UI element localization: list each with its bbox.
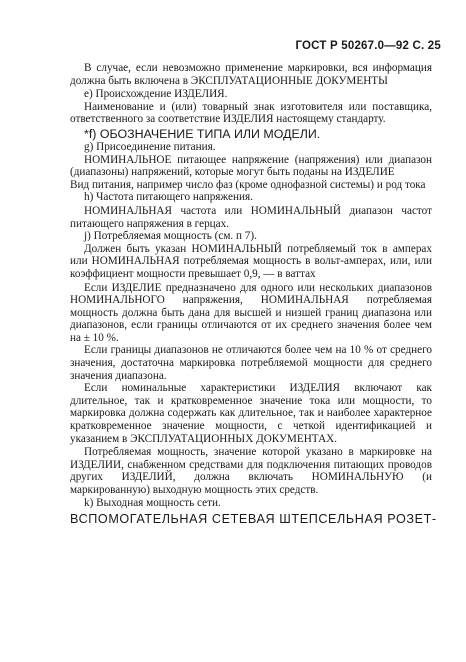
paragraph: В случае, если невозможно применение маркировки, вся информация должна быть включена в ЭКСПЛУАТАЦИОННЫЕ ДОКУМЕНТЫ	[70, 62, 432, 87]
paragraph: НОМИНАЛЬНОЕ питающее напряжение (напряжения) или диапазон (диапазоны) напряжений, которые могут быть поданы на ИЗДЕЛИЕ	[70, 153, 432, 179]
section-heading-h: h) Частота питающего напряжения.	[84, 191, 253, 204]
paragraph: Если номинальные характеристики ИЗДЕЛИЯ включают как длительное, так и кратковременное значение тока или мощности, то маркировка должна содержать как длительное, так и наиболее характерное кратковременное значение мощности, с четкой идентификацией и указанием в ЭКСПЛУАТАЦИОННЫХ ДОКУМЕНТАХ.	[70, 382, 432, 445]
paragraph: Если границы диапазонов не отличаются более чем на 10 % от среднего значения, достаточна маркировка потребляемой мощности для среднего значения диапазона.	[70, 344, 432, 382]
page-header: ГОСТ Р 50267.0—92 С. 25	[295, 40, 441, 52]
section-title-continued: ВСПОМОГАТЕЛЬНАЯ СЕТЕВАЯ ШТЕПСЕЛЬНАЯ РОЗЕТ-	[70, 512, 437, 527]
paragraph: Потребляемая мощность, значение которой указано в маркировке на ИЗДЕЛИИ, снабженном средствами для подключения питающих проводов других ИЗДЕЛИЙ, должна включать НОМИНАЛЬНУЮ (и маркированную) выходную мощность этих средств.	[70, 446, 432, 496]
section-heading-f: *f) ОБОЗНАЧЕНИЕ ТИПА ИЛИ МОДЕЛИ.	[84, 126, 321, 141]
paragraph: Вид питания, например число фаз (кроме однофазной системы) и род тока	[70, 178, 426, 191]
paragraph: Должен быть указан НОМИНАЛЬНЫЙ потребляемый ток в амперах или НОМИНАЛЬНАЯ потребляемая мощность в вольт-амперах, или, или коэффициент мощности превышает 0,9, — в ваттах	[70, 242, 432, 280]
section-heading-j: j) Потребляемая мощность (см. п 7).	[84, 230, 257, 243]
paragraph: Наименование и (или) товарный знак изготовителя или поставщика, ответственного за соответствие ИЗДЕЛИЯ настоящему стандарту.	[70, 100, 432, 126]
section-heading-e: e) Происхождение ИЗДЕЛИЯ.	[84, 88, 228, 101]
section-heading-k: k) Выходная мощность сети.	[84, 496, 221, 509]
paragraph: Если ИЗДЕЛИЕ предназначено для одного или нескольких диапазонов НОМИНАЛЬНОГО напряжения, НОМИНАЛЬНАЯ потребляемая мощность должна быть дана для высшей и низшей границ диапазона или диапазонов, если границы отличаются от их среднего значения более чем на ± 10 %.	[70, 281, 432, 344]
document-body	[70, 62, 437, 527]
paragraph: НОМИНАЛЬНАЯ частота или НОМИНАЛЬНЫЙ диапазон частот питающего напряжения в герцах.	[70, 204, 432, 230]
section-heading-g: g) Присоединение питания.	[84, 140, 216, 153]
